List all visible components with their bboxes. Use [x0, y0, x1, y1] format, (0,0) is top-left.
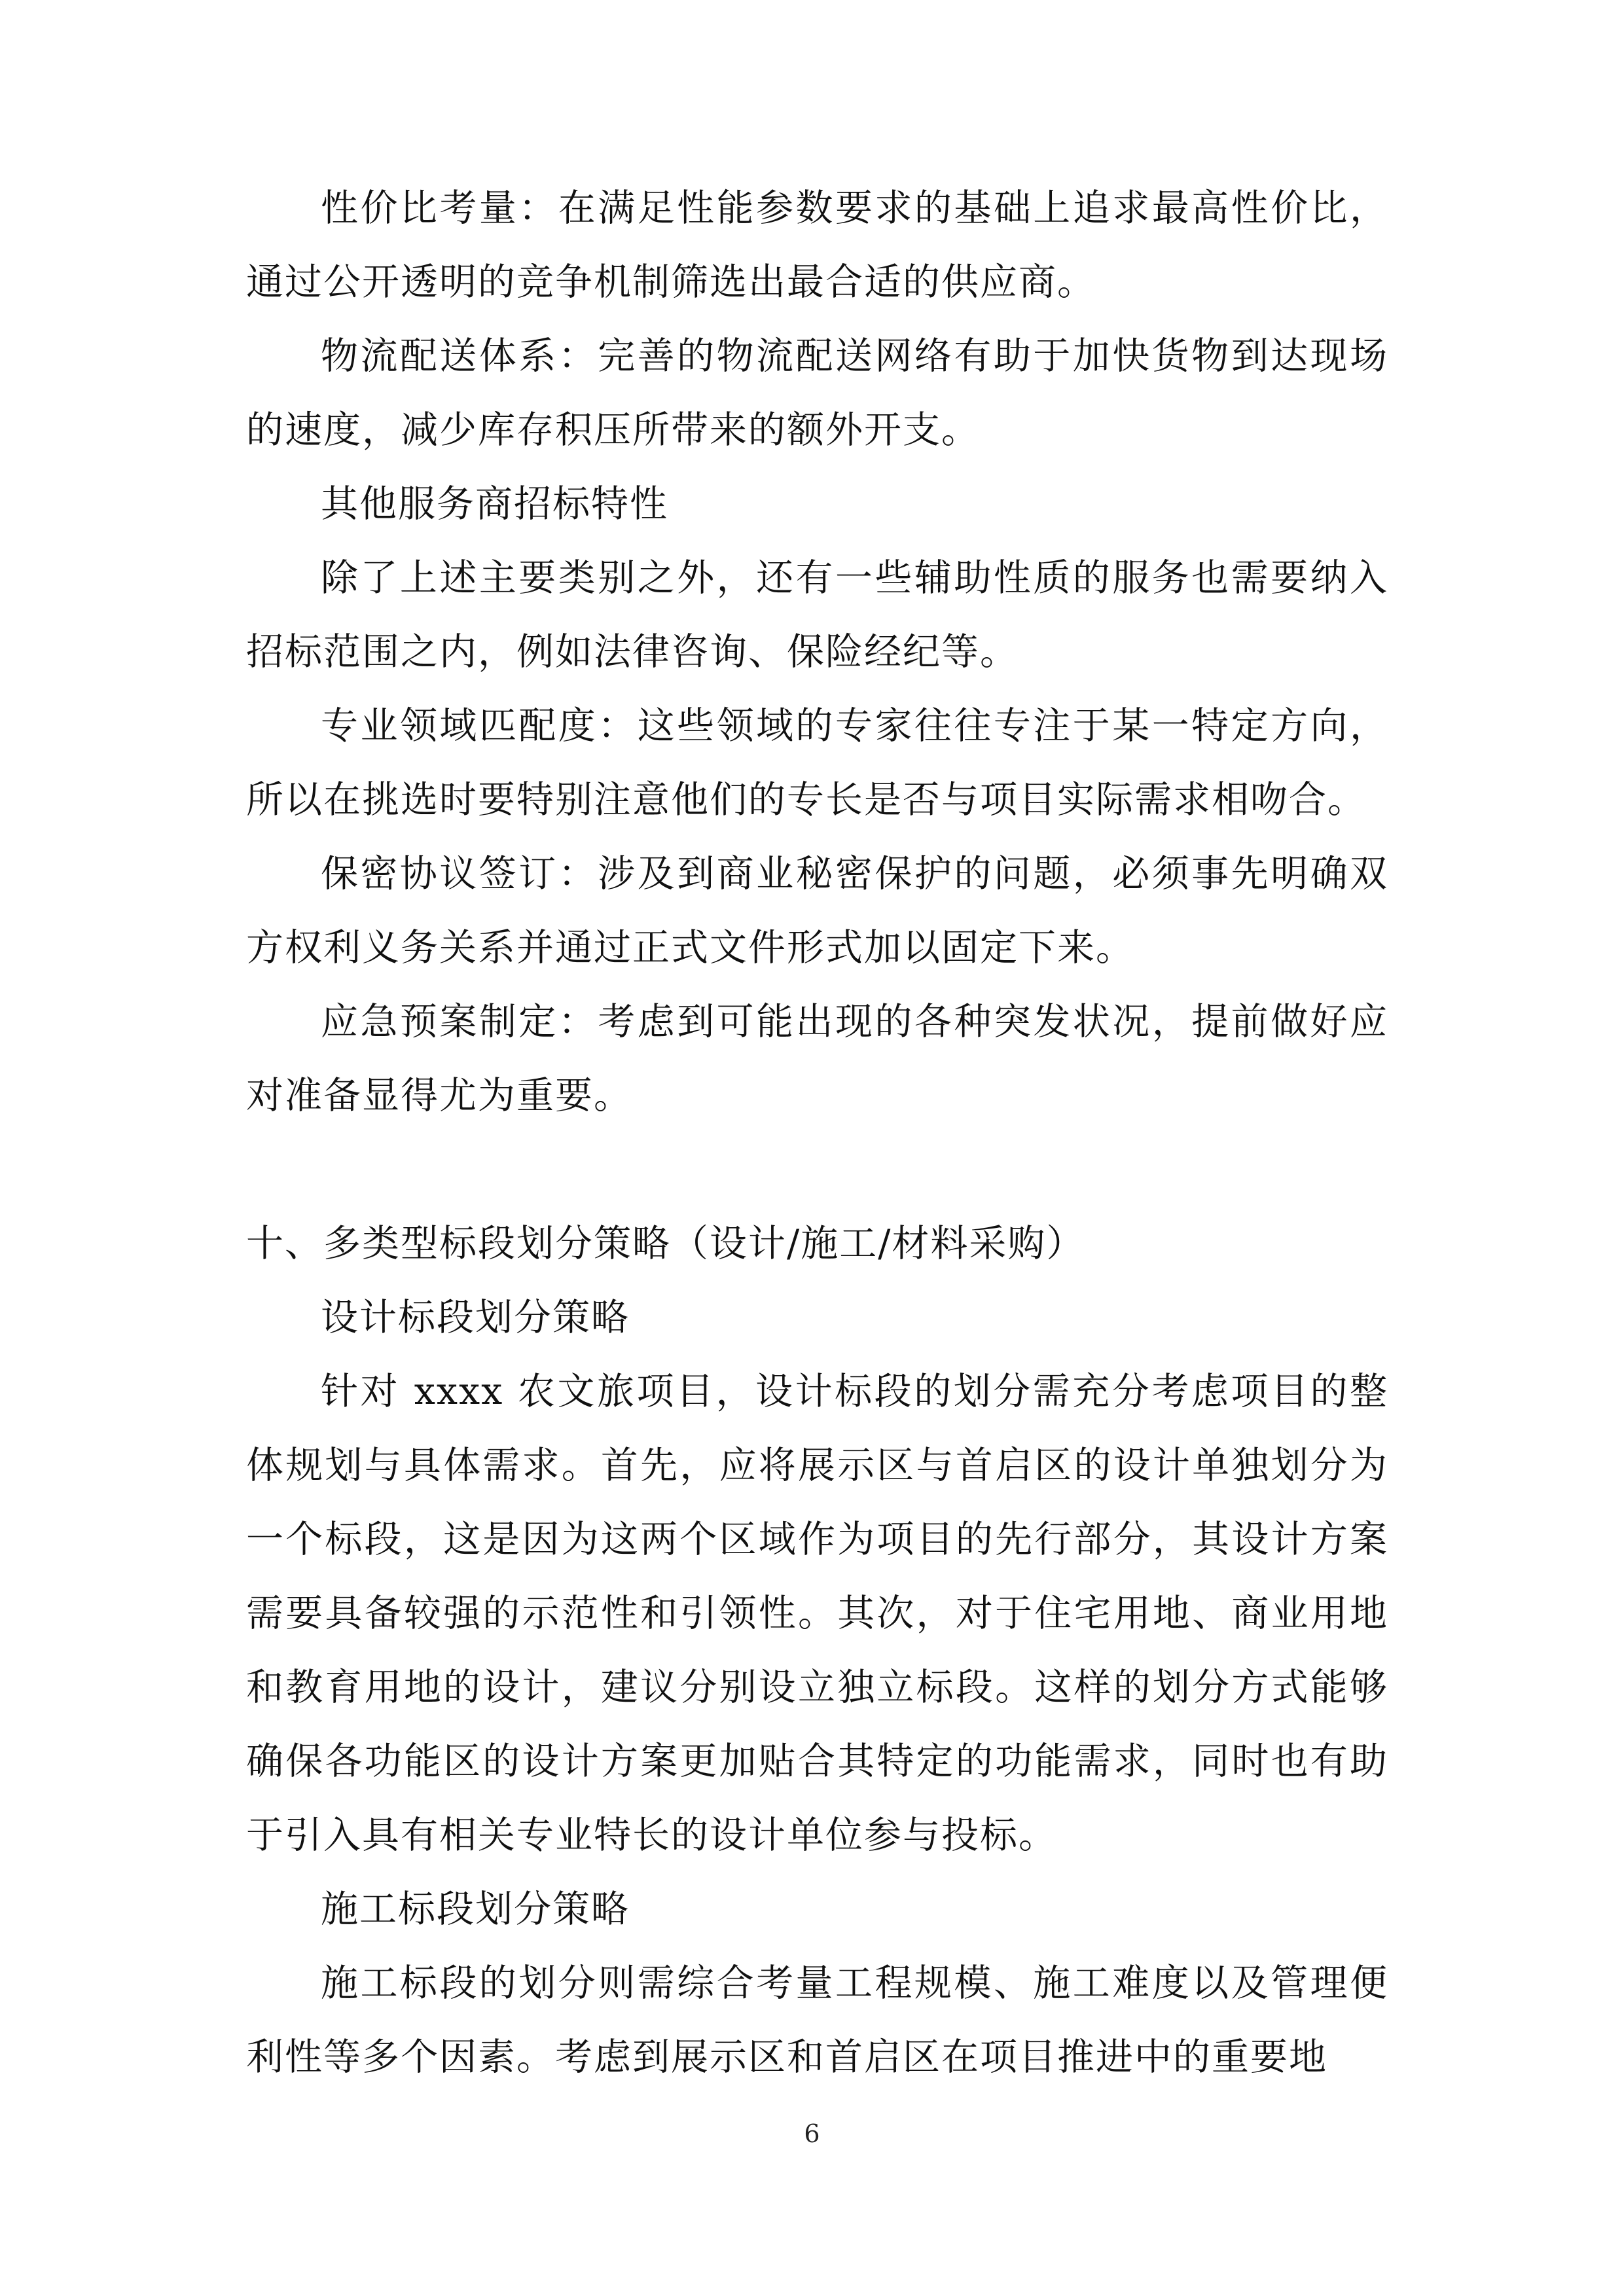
paragraph-domain-match: 专业领域匹配度：这些领域的专家往往专注于某一特定方向，所以在挑选时要特别注意他们的专长是否与项目实际需求相吻合。 — [246, 704, 1388, 821]
section-heading: 十、多类型标段划分策略（设计/施工/材料采购） — [246, 1222, 1085, 1265]
paragraph-cost-performance: 性价比考量：在满足性能参数要求的基础上追求最高性价比，通过公开透明的竞争机制筛选出最合适的供应商。 — [246, 187, 1388, 304]
section-gap — [246, 1133, 1388, 1207]
paragraph-confidentiality: 保密协议签订：涉及到商业秘密保护的问题，必须事先明确双方权利义务关系并通过正式文件形式加以固定下来。 — [246, 852, 1388, 969]
paragraph-logistics: 物流配送体系：完善的物流配送网络有助于加快货物到达现场的速度，减少库存积压所带来的额外开支。 — [246, 334, 1388, 452]
paragraph-contingency-plan: 应急预案制定：考虑到可能出现的各种突发状况，提前做好应对准备显得尤为重要。 — [246, 1000, 1388, 1117]
page-number: 6 — [804, 2119, 820, 2148]
paragraph-auxiliary-services: 除了上述主要类别之外，还有一些辅助性质的服务也需要纳入招标范围之内，例如法律咨询、保险经纪等。 — [246, 556, 1388, 673]
paragraph-construction-lots: 施工标段的划分则需综合考量工程规模、施工难度以及管理便利性等多个因素。考虑到展示区和首启区在项目推进中的重要地 — [246, 1962, 1388, 2079]
paragraph-design-lots: 针对 xxxx 农文旅项目，设计标段的划分需充分考虑项目的整体规划与具体需求。首先，应将展示区与首启区的设计单独划分为一个标段，这是因为这两个区域作为项目的先行部分，其设计方案需要具备较强的示范性和引领性。其次，对于住宅用地、商业用地和教育用地的设计，建议分别设立独立标段。这样的划分方式能够确保各功能区的设计方案更加贴合其特定的功能需求，同时也有助于引入具有相关专业特长的设计单位参与投标。 — [246, 1370, 1388, 1857]
subheading-other-service-providers: 其他服务商招标特性 — [321, 482, 668, 526]
document-body — [246, 171, 1388, 2094]
subheading-design-lots: 设计标段划分策略 — [321, 1296, 630, 1339]
subheading-construction-lots: 施工标段划分策略 — [321, 1888, 630, 1931]
